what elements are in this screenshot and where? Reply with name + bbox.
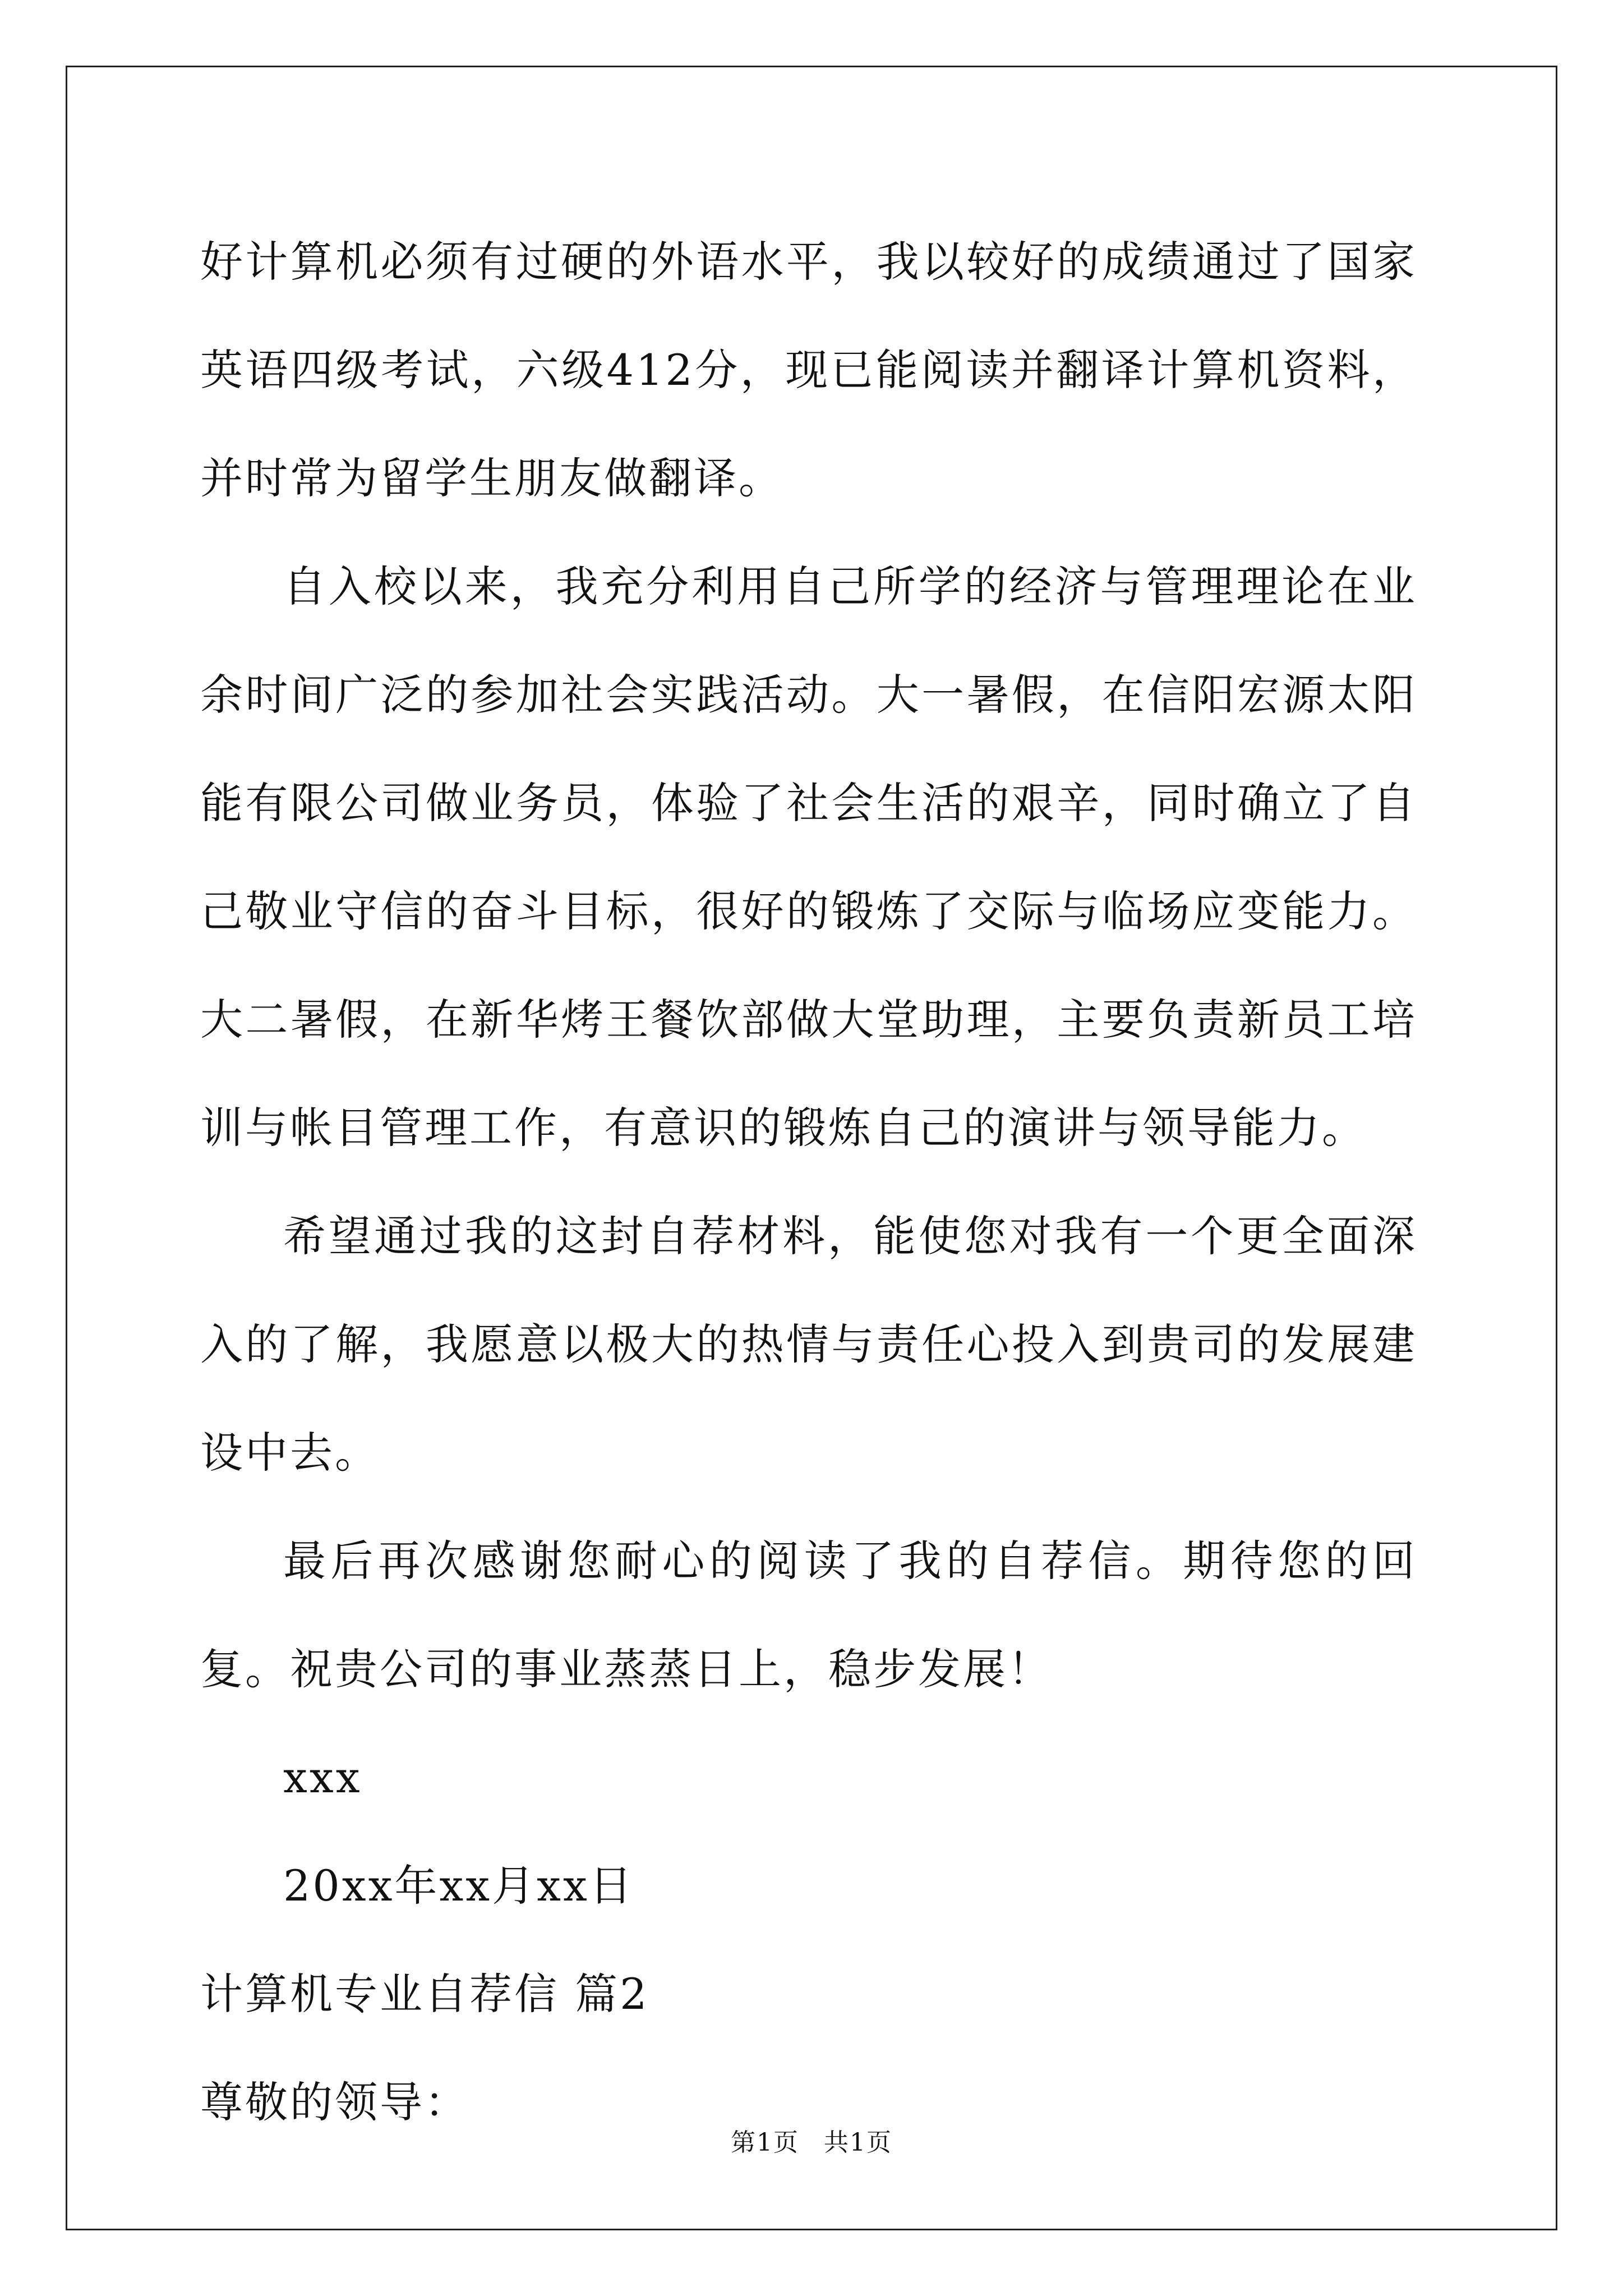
salutation: 尊敬的领导： — [200, 2077, 469, 2127]
paragraph-thanks: 最后再次感谢您耐心的阅读了我的自荐信。期待您的回复。祝贵公司的事业蒸蒸日上，稳步发展！ — [200, 1536, 1417, 1694]
page-total: 共1页 — [824, 2128, 892, 2157]
section-title: 计算机专业自荐信 篇2 — [200, 1969, 649, 2019]
signature: xxx — [283, 1752, 362, 1802]
document-body — [200, 208, 1417, 2156]
letter-date: 20xx年xx月xx日 — [283, 1861, 634, 1911]
paragraph-language-skills: 好计算机必须有过硬的外语水平，我以较好的成绩通过了国家英语四级考试，六级412分，现已能阅读并翻译计算机资料，并时常为留学生朋友做翻译。 — [200, 237, 1417, 503]
paragraph-practice-experience: 自入校以来，我充分利用自己所学的经济与管理理论在业余时间广泛的参加社会实践活动。大一暑假，在信阳宏源太阳能有限公司做业务员，体验了社会生活的艰辛，同时确立了自己敬业守信的奋斗目标，很好的锻炼了交际与临场应变能力。大二暑假，在新华烤王餐饮部做大堂助理，主要负责新员工培训与帐目管理工作，有意识的锻炼自己的演讲与领导能力。 — [200, 562, 1417, 1153]
page-footer — [0, 2126, 1623, 2160]
paragraph-hope: 希望通过我的这封自荐材料，能使您对我有一个更全面深入的了解，我愿意以极大的热情与责任心投入到贵司的发展建设中去。 — [200, 1211, 1417, 1478]
page-number: 第1页 — [731, 2128, 799, 2157]
